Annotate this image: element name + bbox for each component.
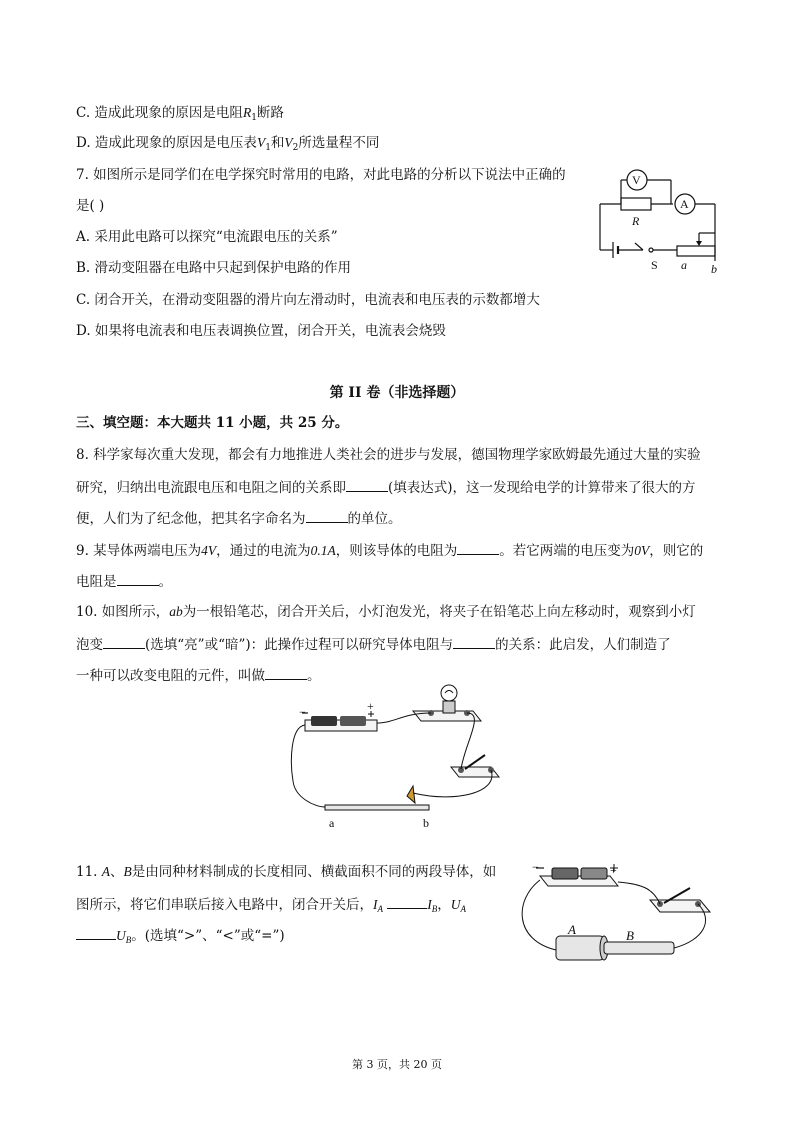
resistor-label: R [632, 214, 640, 228]
q8-line2: 研究，归纳出电流跟电压和电阻之间的关系即 (填表达式)，这一发现给电学的计算带来了很大的方 [76, 477, 696, 497]
conductor-a-label: A [568, 922, 576, 937]
q8-blank-1[interactable] [346, 477, 388, 492]
q6-option-c: C. 造成此现象的原因是电阻$R_1$断路 [76, 105, 284, 123]
conductor-b [604, 942, 674, 954]
q9-blank-1[interactable] [457, 540, 499, 555]
q11-line1: 11. A、B是由同种材料制成的长度相同、横截面积不同的两段导体，如 [76, 864, 497, 880]
q10-line1: 10. 如图所示，ab为一根铅笔芯，闭合开关后，小灯泡发光，将夹子在铅笔芯上向左移动时，观察到小灯 [76, 604, 696, 620]
conductor-a [556, 936, 604, 960]
page-footer: 第 3 页，共 20 页 [352, 1058, 442, 1071]
q8-blank-2[interactable] [306, 508, 348, 523]
q11-blank-2[interactable] [76, 925, 116, 940]
battery-minus-label: − [532, 860, 539, 874]
q10-line3: 一种可以改变电阻的元件，叫做 。 [76, 665, 321, 685]
q10-blank-2[interactable] [453, 634, 495, 649]
lead-end-a: a [329, 816, 335, 830]
q11-line2: 图所示，将它们串联后接入电路中，闭合开关后，$I_A$ $I_B$，$U_A$ [76, 894, 466, 918]
q7-circuit-diagram [595, 165, 725, 277]
lead-end-b: b [423, 816, 429, 830]
bulb-icon [441, 685, 457, 701]
switch-label: S [651, 258, 658, 272]
q7-option-c: C. 闭合开关，在滑动变阻器的滑片向左滑动时，电流表和电压表的示数都增大 [76, 292, 540, 308]
q7-option-d: D. 如果将电流表和电压表调换位置，闭合开关，电流表会烧毁 [76, 323, 446, 339]
q9-line1: 9. 某导体两端电压为4V，通过的电流为0.1A，则该导体的电阻为 。若它两端的电压变为0V，则它的 [76, 540, 703, 560]
q11-line3: $U_B$。(选填“>”、“<”或“=”) [76, 925, 285, 949]
q11-circuit-figure [514, 860, 724, 970]
battery-plus-label: + [610, 863, 617, 877]
q7-option-a: A. 采用此电路可以探究“电流跟电压的关系” [76, 229, 338, 245]
q7-stem-line1: 7. 如图所示是同学们在电学探究时常用的电路，对此电路的分析以下说法中正确的 [76, 167, 566, 183]
battery-minus-label: − [299, 705, 306, 719]
q7-option-b: B. 滑动变阻器在电路中只起到保护电路的作用 [76, 260, 352, 276]
q9-blank-2[interactable] [117, 571, 159, 586]
part-three-header: 三、填空题：本大题共 11 小题，共 25 分。 [76, 415, 349, 431]
q7-stem-line2: 是( ) [76, 198, 105, 214]
q6-option-d: D. 造成此现象的原因是电压表$V_1$和$V_2$所选量程不同 [76, 135, 380, 153]
ammeter-label: A [680, 197, 689, 211]
rheostat-symbol [677, 246, 715, 256]
q10-circuit-figure [285, 683, 505, 831]
q10-blank-3[interactable] [265, 665, 307, 680]
q10-line2: 泡变 (选填“亮”或“暗”)：此操作过程可以研究导体电阻与 的关系：此启发，人们制造了 [76, 634, 671, 654]
q8-line3: 便，人们为了纪念他，把其名字命名为 的单位。 [76, 508, 402, 528]
rheostat-end-a: a [681, 258, 687, 272]
clip-icon [407, 786, 415, 803]
resistor-symbol [621, 198, 651, 210]
q11-blank-1[interactable] [387, 894, 427, 909]
rheostat-end-b: b [711, 262, 717, 276]
q8-line1: 8. 科学家每次重大发现，都会有力地推进人类社会的进步与发展，德国物理学家欧姆最先通过大量的实验 [76, 447, 701, 463]
voltmeter-label: V [632, 173, 641, 187]
section-title: 第 II 卷（非选择题） [329, 385, 465, 401]
conductor-b-label: B [626, 928, 634, 943]
q9-line2: 电阻是 。 [76, 571, 172, 591]
pencil-lead [325, 805, 429, 810]
q10-blank-1[interactable] [103, 634, 145, 649]
battery-plus-label: + [367, 699, 374, 713]
